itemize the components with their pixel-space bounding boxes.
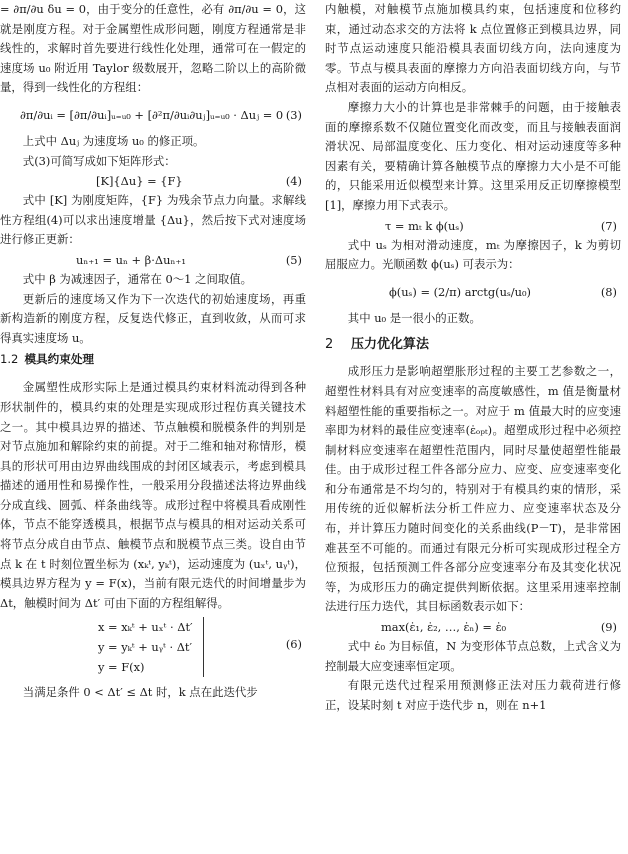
equation-body: [K]{Δu} = {F} [96,174,183,189]
equation-line: x = xₖᵗ + uₓᵗ · Δt′ [98,620,193,635]
paragraph: 式中 [K] 为刚度矩阵，{F} 为残余节点力向量。求解线性方程组(4)可以求出速度增量 {Δu}，然后按下式对速度场进行修正更新： [0,193,306,247]
paragraph: 式中 uₛ 为相对滑动速度，mₜ 为摩擦因子，k 为剪切屈服应力。光顺函数 ϕ(uₛ) 可表示为： [325,237,621,272]
section-number: 2 [325,337,334,353]
paragraph: 成形压力是影响超塑胀形过程的主要工艺参数之一，超塑性材料具有对应变速率的高度敏感性，m 值是衡量材料超塑性能的重要指标之一。对应于 m 值最大时的应变速率即为材料的最佳应变速率(ε̇ₒₚₜ)。超塑成形过程中必须控制材料应变速率在超塑性范围内，同时尽量使超塑性能最佳。由于成形过程工件各部分应力、应变、应变速率变化和分布通常是不均匀的，特别对于有模具约束的情形，采用传统的近似解析法分析工件应力、应变速率状态及分布，并计算压力随时间变化的关系曲线(P－T)，是非常困难甚至不可能的。而通过有限元分析可实现成形过程全方位预报，包括预测工件各部分应变速率分布及其变化状况等，为成形压力的确定提供判断依据。这里采用速率控制法进行压力迭代，其目标函数表示如下： [325,364,621,614]
left-column [0,0,306,703]
section-number: 1.2 [0,352,19,367]
paragraph: 其中 u₀ 是一很小的正数。 [347,310,481,325]
equation-3 [0,98,306,132]
equation-7 [325,216,621,236]
equation-5 [0,250,306,270]
equation-system [98,617,204,677]
equation-body: ∂π/∂uᵢ = [∂π/∂uᵢ]ᵤ₌ᵤ₀ + [∂²π/∂uᵢ∂uⱼ]ᵤ₌ᵤ₀ · Δuⱼ = 0 [20,107,284,122]
equation-6 [0,613,306,683]
paragraph: 当满足条件 0 < Δt′ ≤ Δt 时，k 点在此迭代步 [22,685,258,700]
section-title: 压力优化算法 [351,337,430,353]
equation-line: y = F(x) [98,660,145,675]
equation-body: ϕ(uₛ) = (2/π) arctg(uₛ/u₀) [389,284,531,299]
paragraph: 上式中 Δuⱼ 为速度场 u₀ 的修正项。 [22,133,205,148]
paragraph: 金属塑性成形实际上是通过模具约束材料流动得到各种形状制件的，模具约束的处理是实现成形过程仿真关键技术之一。其中模具边界的描述、节点触模和脱模条件的判别是对节点施加和解除约束的前提。对于二维和轴对称情形，模具的形状可用由边界曲线围成的封闭区域表示，考虑到模具描述的通用性和易操作性，一般采用分段描述法将边界曲线分成直线、圆弧、样条曲线等。成形过程中将模具看成刚性体，节点不能穿透模具，根据节点与模具的相对运动关系可将节点分成自由节点、触模节点和脱模节点三类。设自由节点 k 在 t 时刻位置坐标为 (xₖᵗ, yₖᵗ)，运动速度为 (uₓᵗ, uᵧᵗ)，模具边界方程为 y = F(x)，当前有限元迭代的时间增量步为 Δt，触模时间为 Δt′ 可由下面的方程组解得。 [0,380,306,610]
paragraph: 有限元迭代过程采用预测修正法对压力载荷进行修正，设某时刻 t 对应于迭代步 n，则在 n+1 [325,678,621,712]
equation-body: τ = mₜ k ϕ(uₛ) [385,218,464,233]
section-title: 模具约束处理 [24,352,95,367]
equation-body: max(ε̇₁, ε̇₂, …, ε̇ₙ) = ε̇₀ [381,620,507,635]
equation-number: (5) [285,252,302,267]
equation-9 [325,617,621,637]
paragraph: 式中 ε̇₀ 为目标值，N 为变形体节点总数，上式含义为控制最大应变速率恒定项。 [325,639,621,673]
equation-number: (7) [600,218,617,233]
paragraph: 内触模，对触模节点施加模具约束，包括速度和位移约束，通过动态求交的方法将 k 点位置修正到模具边界，同时节点运动速度只能沿模具表面切线方向，法向速度为零。节点与模具表面的摩擦力方向沿表面切线方向，与节点相对表面的运动方向相反。 [325,2,621,95]
equation-8 [325,275,621,309]
equation-number: (6) [285,637,302,652]
right-column [325,0,621,715]
section-heading [0,348,306,370]
equation-number: (4) [285,174,302,189]
equation-line: y = yₖᵗ + uᵧᵗ · Δt′ [98,640,193,655]
equation-body: uₙ₊₁ = uₙ + β·Δuₙ₊₁ [76,252,186,267]
equation-number: (8) [600,284,617,299]
section-heading [325,328,621,362]
equation-4 [0,171,306,191]
paragraph: 式中 β 为减速因子，通常在 0～1 之间取值。 [22,271,253,286]
equation-number: (9) [600,620,617,635]
paragraph: 更新后的速度场又作为下一次迭代的初始速度场，再重新构造新的刚度方程，反复迭代修正，直到收敛，从而可求得真实速度场 u。 [0,291,306,345]
paragraph: = ∂π/∂u δu = 0，由于变分的任意性，必有 ∂π/∂u = 0，这就是刚度方程。对于金属塑性成形问题，刚度方程通常是非线性的，求解时首先要进行线性化处理，通常可在一假定的速度场 u₀ 附近用 Taylor 级数展开，忽略二阶以上的高阶微量，得到一线性化的方程组： [0,2,306,95]
equation-number: (3) [285,107,302,122]
paragraph: 式(3)可简写成如下矩阵形式： [22,153,176,168]
paragraph: 摩擦力大小的计算也是非常棘手的问题，由于接触表面的摩擦系数不仅随位置变化而改变，而且与接触表面润滑状况、局部温度变化、压力变化、相对运动速度等多种因素有关，要精确计算各触模节点的摩擦力大小是不可能的，只能采用近似模型来计算。这里采用反正切摩擦模型[1]，摩擦力用下式表示。 [325,99,621,212]
